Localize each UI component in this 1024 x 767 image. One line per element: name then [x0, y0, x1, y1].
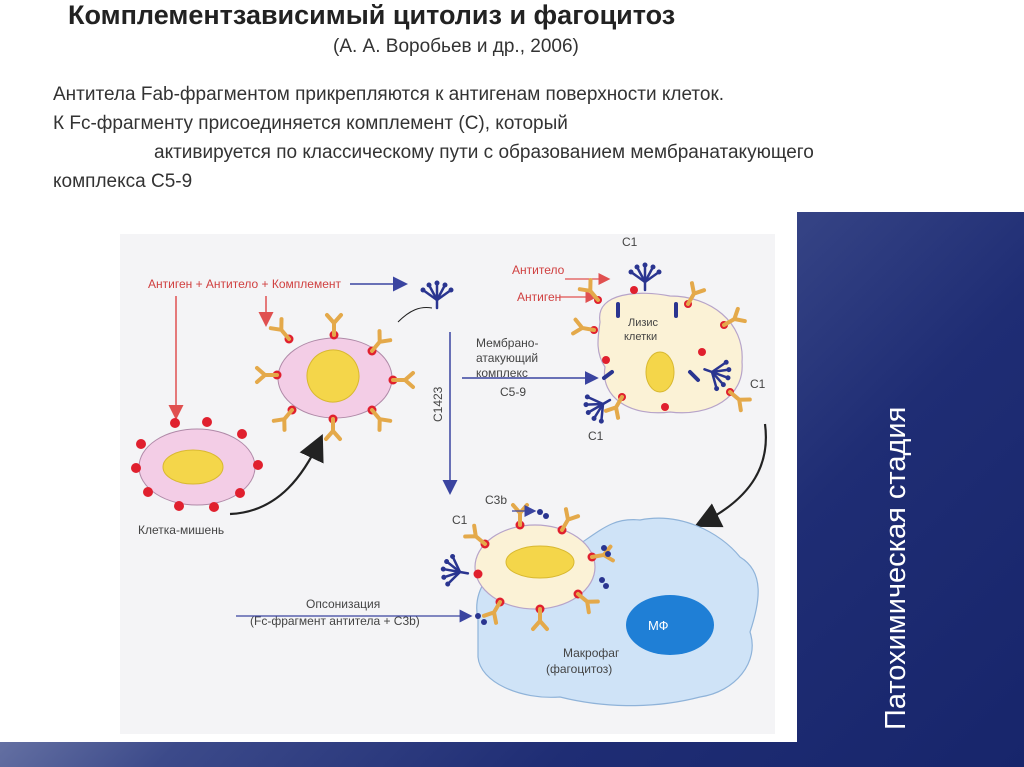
macrophage-label-1: Макрофаг [563, 646, 620, 660]
c1-label-mid: С1 [452, 513, 468, 527]
slide-header [0, 0, 1024, 212]
mac-label-3: комплекс [476, 366, 528, 380]
mac-label-2: атакующий [476, 351, 539, 365]
c1-label-top: С1 [622, 235, 638, 249]
diagram-svg [0, 212, 797, 742]
description-line-1: Антитела Fab-фрагментом прикрепляются к антигенам поверхности клеток. [53, 84, 725, 105]
c3b-label: С3b [485, 493, 508, 507]
antigen-label: Антиген [517, 290, 562, 304]
antibody-label: Антитело [512, 263, 565, 277]
c1423-label: C1423 [431, 386, 445, 422]
mf-label: МФ [648, 618, 669, 633]
diagram-panel [0, 212, 797, 742]
target-cell-label: Клетка-мишень [138, 523, 225, 537]
lysis-label-2: клетки [624, 331, 658, 343]
description-line-2: К Fc-фрагменту присоединяется комплемент (С), который [53, 113, 568, 134]
description-line-3: активируется по классическому пути с образованием мембранатакующего [154, 142, 814, 163]
description-paragraph [53, 80, 1024, 196]
reaction-label: Антиген + Антитело + Комплемент [148, 277, 342, 291]
slide-title: Комплементзависимый цитолиз и фагоцитоз [68, 0, 676, 30]
side-label: Патохимическая стадия [880, 406, 912, 730]
lysis-label-1: Лизис [628, 317, 659, 329]
macrophage-label-2: (фагоцитоз) [546, 662, 613, 676]
c1-label-right: С1 [750, 377, 766, 391]
description-line-4: комплекса С5-9 [53, 171, 193, 192]
opsonization-label-1: Опсонизация [306, 597, 381, 611]
mac-label-4: С5-9 [500, 385, 527, 399]
slide-subtitle: (А. А. Воробьев и др., 2006) [333, 36, 579, 57]
mac-label-1: Мембрано- [476, 336, 539, 350]
c1-label-bottom: С1 [588, 429, 604, 443]
opsonization-label-2: (Fc-фрагмент антитела + С3b) [250, 614, 420, 628]
